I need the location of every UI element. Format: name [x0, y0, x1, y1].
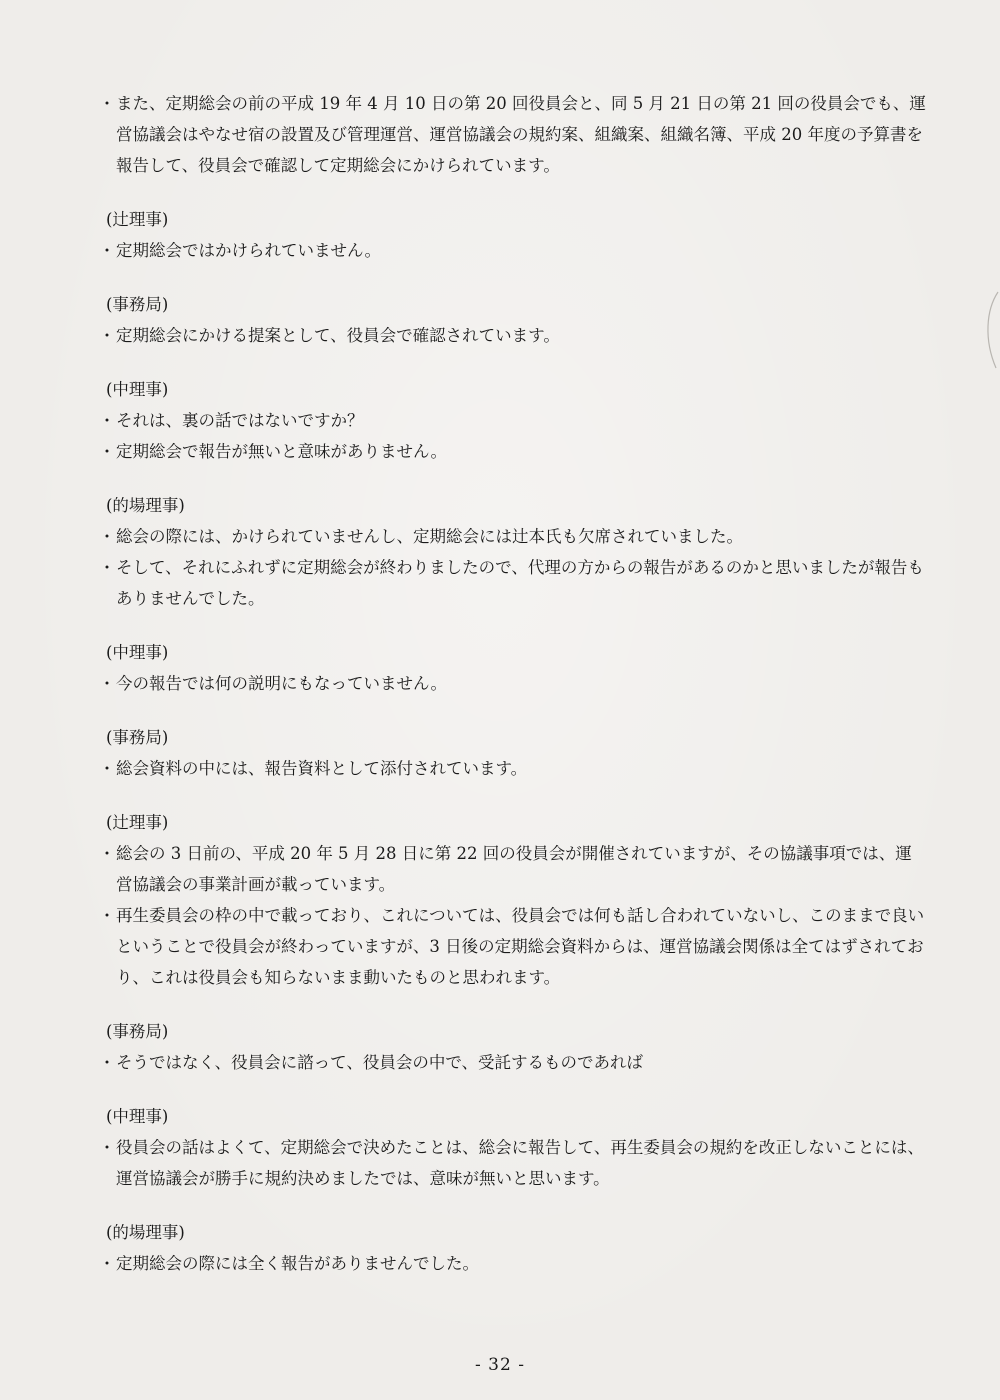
bullet-mark: ・	[98, 442, 116, 461]
page-number: - 32 -	[475, 1355, 525, 1375]
dialogue-block	[98, 1102, 928, 1194]
bullet-mark: ・	[98, 759, 116, 778]
bullet-mark: ・	[98, 674, 116, 693]
dialogue-block	[98, 205, 928, 266]
transcript-body	[98, 88, 928, 1279]
statement-text: 総会の 3 日前の、平成 20 年 5 月 28 日に第 22 回の役員会が開催されていますが、その協議事項では、運営協議会の事業計画が載っています。	[116, 844, 912, 894]
speaker-label: (辻理事)	[106, 813, 169, 832]
bullet-mark: ・	[98, 1138, 116, 1157]
statement-text: それは、裏の話ではないですか？	[116, 411, 364, 430]
dialogue-block	[98, 375, 928, 467]
bullet-mark: ・	[98, 241, 116, 260]
dialogue-block	[98, 88, 928, 181]
speaker-label: (中理事)	[106, 1107, 169, 1126]
dialogue-block	[98, 1017, 928, 1078]
statement-text: 再生委員会の枠の中で載っており、これについては、役員会では何も話し合われていないし、このままで良いということで役員会が終わっていますが、3 日後の定期総会資料からは、運営協議会関係は全てはずされており、これは役員会も知らないまま動いたものと思われます。	[116, 906, 925, 987]
statement-item	[98, 320, 928, 351]
statement-item	[98, 436, 928, 467]
bullet-mark: ・	[98, 844, 116, 863]
bullet-mark: ・	[98, 326, 116, 345]
dialogue-block	[98, 723, 928, 784]
statement-text: 定期総会で報告が無いと意味がありません。	[116, 442, 447, 461]
statement-item	[98, 838, 928, 900]
speaker-label: (中理事)	[106, 380, 169, 399]
bullet-mark: ・	[98, 411, 116, 430]
speaker-label: (事務局)	[106, 1022, 169, 1041]
page-edge-mark	[980, 290, 1000, 370]
bullet-mark: ・	[98, 558, 116, 577]
statement-text: 今の報告では何の説明にもなっていません。	[116, 674, 447, 693]
speaker-label: (中理事)	[106, 643, 169, 662]
dialogue-block	[98, 1218, 928, 1279]
statement-item	[98, 753, 928, 784]
speaker-label: (的場理事)	[106, 496, 185, 515]
statement-text: 定期総会の際には全く報告がありませんでした。	[116, 1254, 479, 1273]
bullet-mark: ・	[98, 1254, 116, 1273]
statement-item	[98, 88, 928, 181]
statement-text: 総会の際には、かけられていませんし、定期総会には辻本氏も欠席されていました。	[116, 527, 743, 546]
speaker-label: (的場理事)	[106, 1223, 185, 1242]
dialogue-block	[98, 491, 928, 614]
dialogue-block	[98, 290, 928, 351]
statement-item	[98, 1248, 928, 1279]
statement-text: そして、それにふれずに定期総会が終わりましたので、代理の方からの報告があるのかと思いましたが報告もありませんでした。	[116, 558, 924, 608]
speaker-label: (辻理事)	[106, 210, 169, 229]
statement-text: 総会資料の中には、報告資料として添付されています。	[116, 759, 528, 778]
statement-item	[98, 552, 928, 614]
speaker-label: (事務局)	[106, 728, 169, 747]
statement-text: 定期総会にかける提案として、役員会で確認されています。	[116, 326, 560, 345]
dialogue-block	[98, 638, 928, 699]
statement-text: 定期総会ではかけられていません。	[116, 241, 381, 260]
bullet-mark: ・	[98, 94, 116, 113]
statement-item	[98, 1047, 928, 1078]
statement-item	[98, 668, 928, 699]
statement-item	[98, 521, 928, 552]
statement-item	[98, 235, 928, 266]
bullet-mark: ・	[98, 1053, 116, 1072]
statement-text: そうではなく、役員会に諮って、役員会の中で、受託するものであれば	[116, 1053, 644, 1072]
bullet-mark: ・	[98, 527, 116, 546]
speaker-label: (事務局)	[106, 295, 169, 314]
dialogue-block	[98, 808, 928, 993]
statement-item	[98, 1132, 928, 1194]
statement-item	[98, 405, 928, 436]
statement-item	[98, 900, 928, 993]
bullet-mark: ・	[98, 906, 116, 925]
statement-text: 役員会の話はよくて、定期総会で決めたことは、総会に報告して、再生委員会の規約を改正しないことには、運営協議会が勝手に規約決めましたでは、意味が無いと思います。	[116, 1138, 924, 1188]
statement-text: また、定期総会の前の平成 19 年 4 月 10 日の第 20 回役員会と、同 5 月 21 日の第 21 回の役員会でも、運営協議会はやなせ宿の設置及び管理運営、運営協議会の規約案、組織案、組織名簿、平成 20 年度の予算書を報告して、役員会で確認して定期総会にかけられています。	[116, 94, 926, 175]
